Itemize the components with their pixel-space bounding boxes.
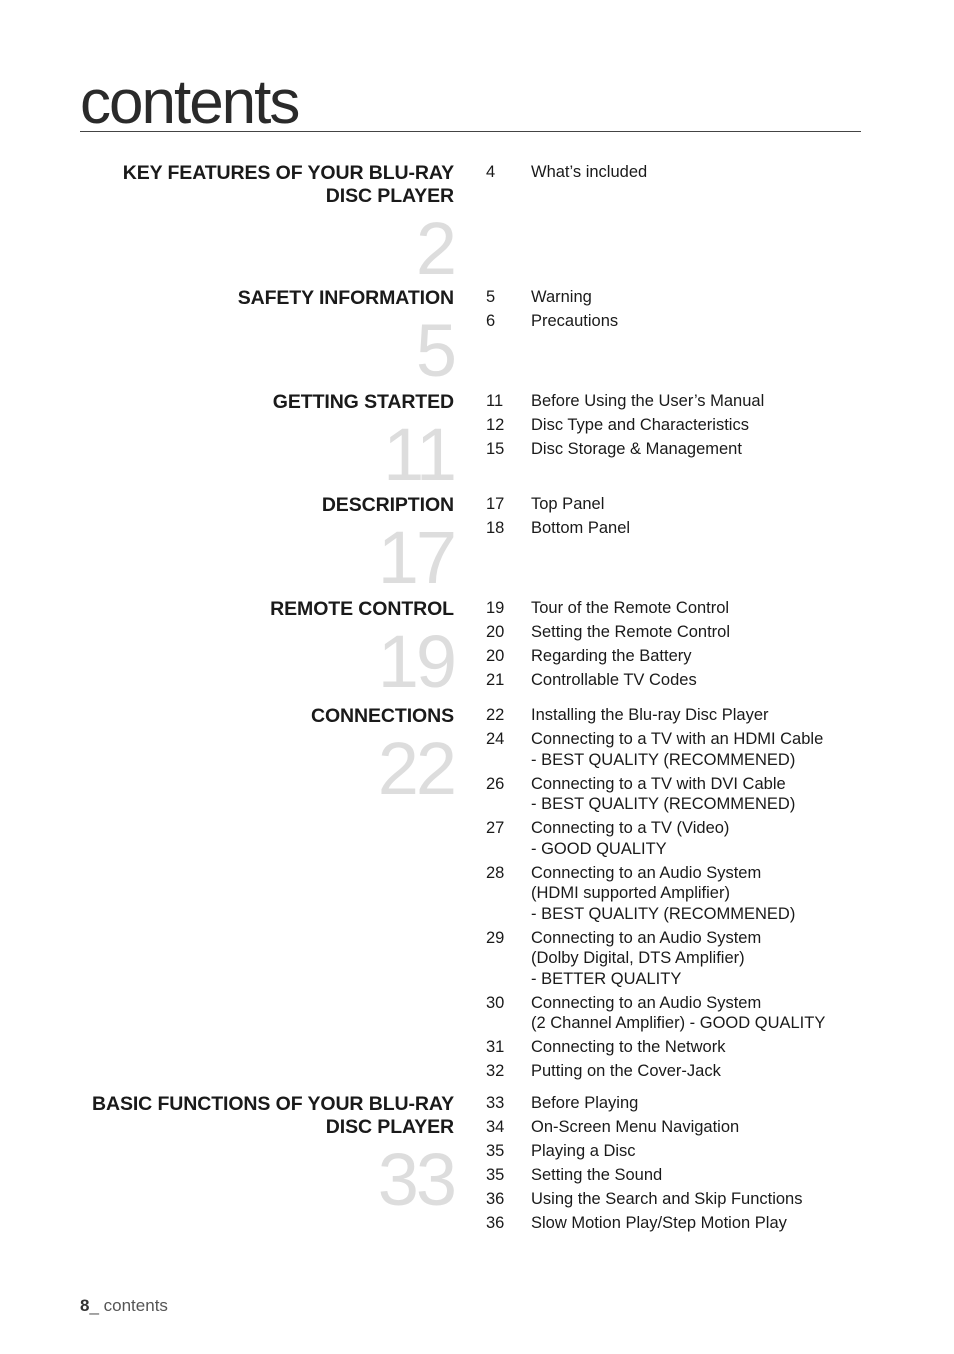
entry-list	[486, 391, 886, 463]
toc-entry[interactable]	[486, 1117, 886, 1138]
section-title[interactable]: BASIC FUNCTIONS OF YOUR BLU-RAY DISC PLAYER	[91, 1093, 454, 1138]
entry-text: Disc Storage & Management	[531, 440, 742, 458]
toc-entry[interactable]	[486, 1189, 886, 1210]
entry-text: Installing the Blu-ray Disc Player	[531, 706, 769, 724]
entry-page: 17	[486, 495, 505, 513]
section-number: 5	[415, 309, 454, 392]
entry-page: 15	[486, 440, 505, 458]
section-title[interactable]: GETTING STARTED	[272, 391, 454, 413]
entry-page: 18	[486, 519, 505, 537]
section-number: 22	[377, 727, 454, 810]
toc-entry[interactable]	[486, 391, 886, 412]
toc-entry[interactable]	[486, 863, 886, 925]
entry-page: 32	[486, 1062, 505, 1080]
entry-page: 35	[486, 1166, 505, 1184]
section-title[interactable]: REMOTE CONTROL	[270, 598, 454, 620]
toc-entry[interactable]	[486, 705, 886, 726]
entry-page: 33	[486, 1094, 505, 1112]
entry-text: Top Panel	[531, 495, 605, 513]
entry-list	[486, 705, 886, 1085]
section-title[interactable]: SAFETY INFORMATION	[237, 287, 454, 309]
entry-text: Bottom Panel	[531, 519, 631, 537]
entry-page: 29	[486, 928, 505, 947]
entry-page: 11	[486, 392, 504, 410]
toc-entry[interactable]	[486, 670, 886, 691]
entry-text: Precautions	[531, 312, 619, 330]
toc-entry[interactable]	[486, 774, 886, 815]
toc-entry[interactable]	[486, 1141, 886, 1162]
entry-list	[486, 494, 886, 542]
entry-page: 24	[486, 730, 505, 748]
entry-page: 36	[486, 1190, 505, 1208]
entry-text: Warning	[531, 288, 592, 306]
entry-text: Setting the Remote Control	[531, 623, 731, 641]
entry-text: Regarding the Battery	[531, 647, 692, 665]
entry-page: 21	[486, 671, 505, 689]
toc-entry[interactable]	[486, 311, 886, 332]
entry-page: 36	[486, 1214, 505, 1232]
entry-text: Setting the Sound	[531, 1166, 663, 1184]
entry-text: Before Playing	[531, 1094, 639, 1112]
entry-text: Putting on the Cover-Jack	[531, 1062, 721, 1080]
entry-text: Disc Type and Characteristics	[531, 416, 749, 434]
entry-text: Slow Motion Play/Step Motion Play	[531, 1214, 787, 1232]
entry-text: Playing a Disc	[531, 1142, 636, 1160]
entry-page: 34	[486, 1118, 505, 1136]
footer-label: _ contents	[89, 1296, 168, 1315]
entry-text: Connecting to an Audio System (2 Channel Amplifier) - GOOD QUALITY	[531, 993, 826, 1032]
entry-text: Before Using the User’s Manual	[531, 392, 765, 410]
entry-page: 26	[486, 774, 505, 793]
toc-entry[interactable]	[486, 1093, 886, 1114]
entry-page: 31	[486, 1038, 505, 1056]
toc-entry[interactable]	[486, 287, 886, 308]
entry-text: Tour of the Remote Control	[531, 599, 730, 617]
toc-entry[interactable]	[486, 518, 886, 539]
entry-text: Connecting to a TV with DVI Cable - BEST QUALITY (RECOMMENED)	[531, 774, 796, 813]
entry-text: Controllable TV Codes	[531, 671, 697, 689]
entry-list	[486, 598, 886, 694]
toc-entry[interactable]	[486, 1165, 886, 1186]
entry-page: 20	[486, 623, 505, 641]
entry-page: 27	[486, 819, 505, 837]
section-title[interactable]: CONNECTIONS	[311, 705, 454, 727]
section-number: 2	[415, 207, 454, 290]
title-divider	[80, 131, 861, 132]
entry-page: 5	[486, 288, 496, 306]
entry-page: 20	[486, 647, 505, 665]
page-title: contents	[80, 68, 299, 137]
entry-page: 28	[486, 863, 505, 882]
page-footer	[80, 1296, 168, 1316]
entry-text: Connecting to a TV (Video) - GOOD QUALITY	[531, 819, 730, 858]
entry-list	[486, 287, 886, 335]
toc-entry[interactable]	[486, 494, 886, 515]
toc-entry[interactable]	[486, 1213, 886, 1234]
section-title[interactable]: DESCRIPTION	[321, 494, 454, 516]
toc-entry[interactable]	[486, 622, 886, 643]
toc-entry[interactable]	[486, 439, 886, 460]
entry-page: 22	[486, 706, 505, 724]
toc-entry[interactable]	[486, 415, 886, 436]
entry-text: Connecting to an Audio System (Dolby Digital, DTS Amplifier) - BETTER QUALITY	[531, 928, 762, 988]
section-number: 11	[383, 413, 454, 496]
toc-entry[interactable]	[486, 993, 886, 1034]
entry-page: 35	[486, 1142, 505, 1160]
entry-page: 4	[486, 163, 496, 181]
entry-text: Connecting to the Network	[531, 1038, 726, 1056]
section-title[interactable]: KEY FEATURES OF YOUR BLU-RAY DISC PLAYER	[122, 162, 454, 207]
toc-entry[interactable]	[486, 928, 886, 990]
entry-text: Connecting to an Audio System (HDMI supported Amplifier) - BEST QUALITY (RECOMMENED)	[531, 863, 796, 923]
entry-page: 12	[486, 416, 505, 434]
entry-page: 6	[486, 312, 496, 330]
section-number: 33	[377, 1138, 454, 1221]
entry-text: Using the Search and Skip Functions	[531, 1190, 803, 1208]
section-number: 17	[377, 516, 454, 599]
toc-entry[interactable]	[486, 1061, 886, 1082]
toc-entry[interactable]	[486, 729, 886, 770]
toc-entry[interactable]	[486, 1037, 886, 1058]
entry-page: 30	[486, 993, 505, 1012]
toc-entry[interactable]	[486, 162, 886, 183]
entry-list	[486, 162, 886, 186]
section-number: 19	[377, 620, 454, 703]
toc-entry[interactable]	[486, 646, 886, 667]
entry-page: 19	[486, 599, 505, 617]
entry-text: What’s included	[531, 163, 648, 181]
footer-page-number: 8	[80, 1296, 90, 1315]
toc-entry[interactable]	[486, 818, 886, 859]
toc-entry[interactable]	[486, 598, 886, 619]
entry-list	[486, 1093, 886, 1237]
entry-text: On-Screen Menu Navigation	[531, 1118, 740, 1136]
entry-text: Connecting to a TV with an HDMI Cable - BEST QUALITY (RECOMMENED)	[531, 730, 824, 769]
